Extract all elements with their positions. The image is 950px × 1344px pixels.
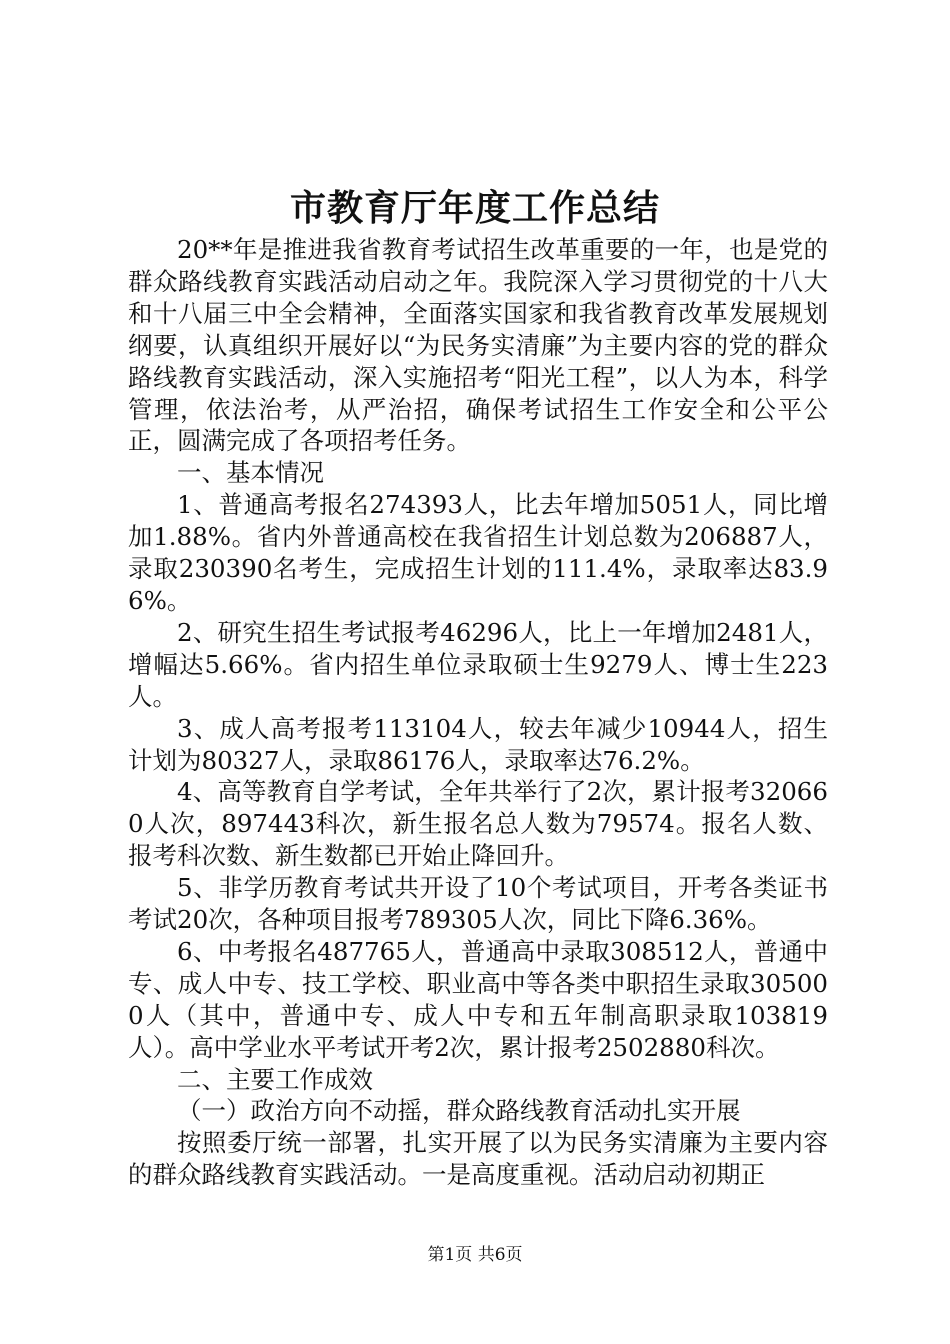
paragraph-item-2: 2、研究生招生考试报考46296人，比上一年增加2481人，增幅达5.66%。省内招生单位录取硕士生9279人、博士生223人。 — [128, 617, 828, 711]
paragraph-intro: 20**年是推进我省教育考试招生改革重要的一年，也是党的群众路线教育实践活动启动之年。我院深入学习贯彻党的十八大和十八届三中全会精神，全面落实国家和我省教育改革发展规划纲要，认真组织开展好以“为民务实清廉”为主要内容的党的群众路线教育实践活动，深入实施招考“阳光工程”，以人为本，科学管理，依法治考，从严治招，确保考试招生工作安全和公平公正，圆满完成了各项招考任务。 — [128, 235, 828, 456]
paragraph-item-4: 4、高等教育自学考试，全年共举行了2次，累计报考320660人次，897443科次，新生报名总人数为79574。报名人数、报考科次数、新生数都已开始止降回升。 — [128, 777, 828, 871]
document-body — [128, 234, 828, 1191]
subsection-heading-1: （一）政治方向不动摇，群众路线教育活动扎实开展 — [177, 1096, 741, 1126]
page-footer: 第1页 共6页 — [427, 1245, 523, 1265]
section-heading-main-results: 二、主要工作成效 — [177, 1064, 373, 1094]
page-title: 市教育厅年度工作总结 — [289, 187, 660, 229]
paragraph-item-6: 6、中考报名487765人，普通高中录取308512人，普通中专、成人中专、技工学校、职业高中等各类中职招生录取305000人（其中，普通中专、成人中专和五年制高职录取103819人）。高中学业水平考试开考2次，累计报考2502880科次。 — [128, 936, 828, 1062]
section-heading-basic-situation: 一、基本情况 — [177, 458, 324, 488]
paragraph-item-1: 1、普通高考报名274393人，比去年增加5051人，同比增加1.88%。省内外普通高校在我省招生计划总数为206887人，录取230390名考生，完成招生计划的111.4%，录取率达83.96%。 — [128, 490, 828, 615]
paragraph-item-5: 5、非学历教育考试共开设了10个考试项目，开考各类证书考试20次，各种项目报考789305人次，同比下降6.36%。 — [128, 873, 828, 935]
paragraph-item-3: 3、成人高考报考113104人，较去年减少10944人，招生计划为80327人，录取86176人，录取率达76.2%。 — [128, 713, 828, 775]
paragraph-subsection-1: 按照委厅统一部署，扎实开展了以为民务实清廉为主要内容的群众路线教育实践活动。一是高度重视。活动启动初期正 — [128, 1128, 828, 1190]
